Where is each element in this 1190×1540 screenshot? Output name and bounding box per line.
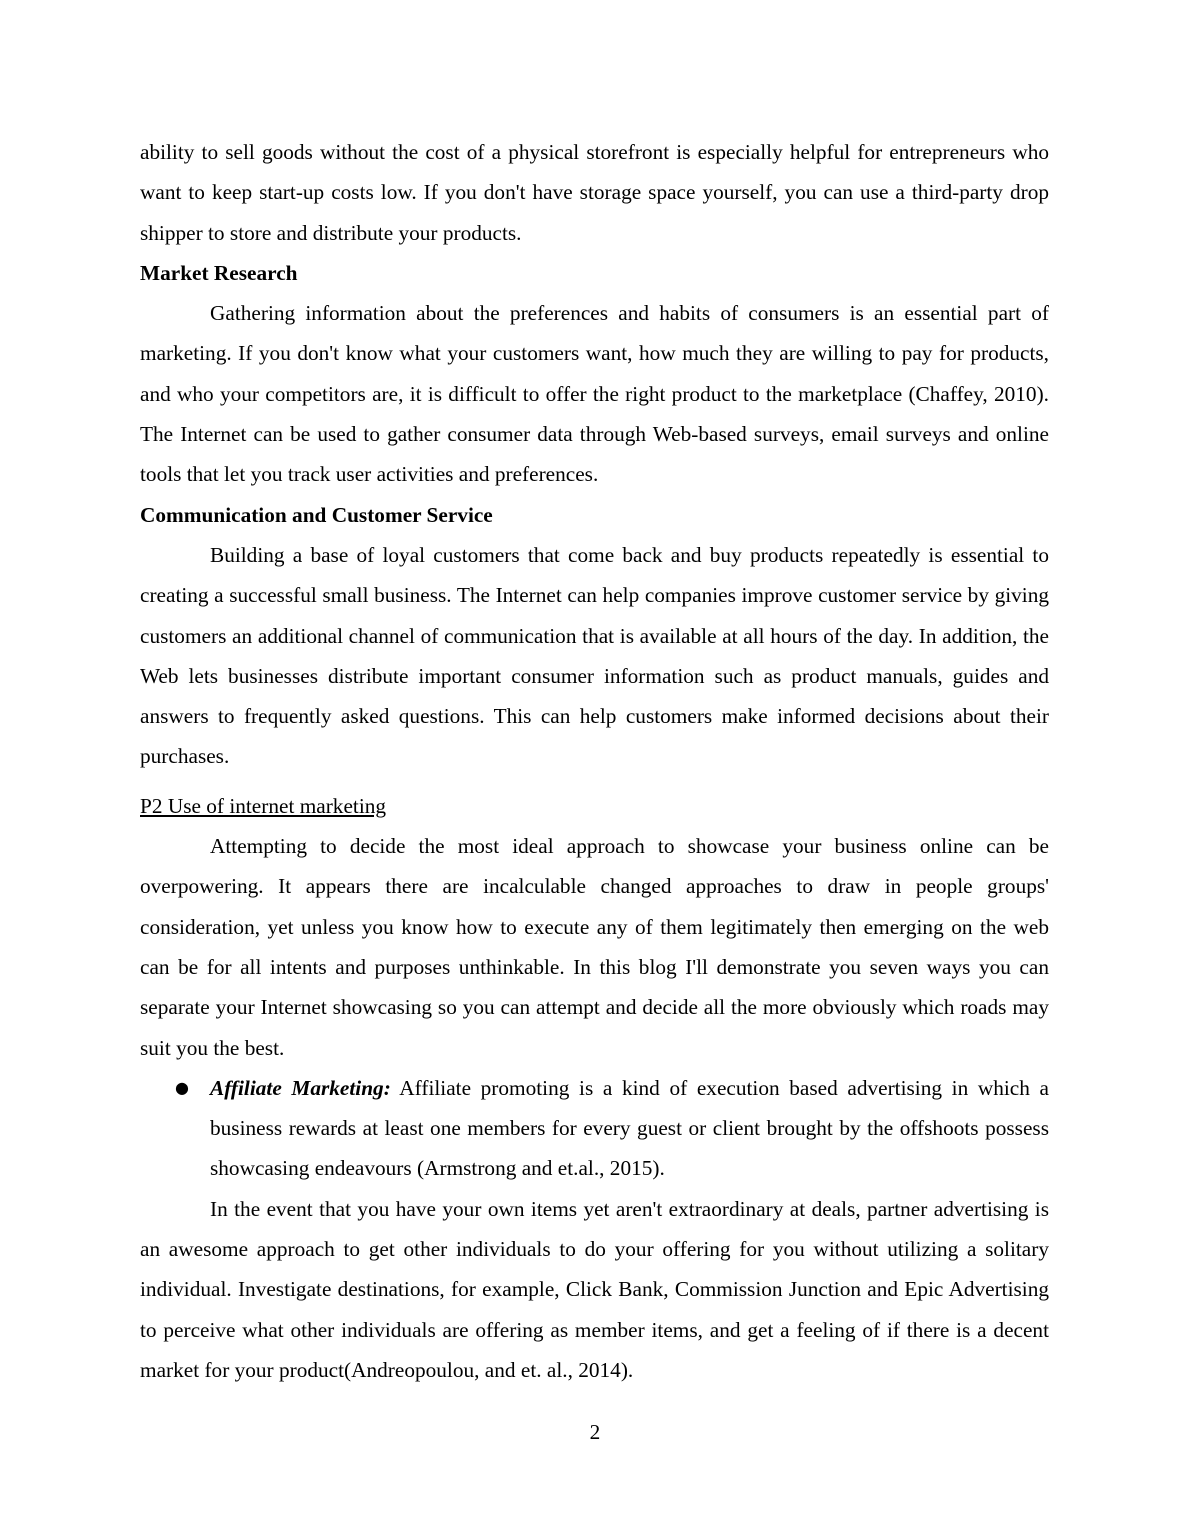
market-research-heading: Market Research bbox=[140, 260, 298, 285]
bullet-term: Affiliate Marketing: bbox=[210, 1075, 391, 1100]
p2-paragraph: Attempting to decide the most ideal approach to showcase your business online can be overpowering. It appears there are incalculable changed approaches to draw in people groups' consideration, yet unless you know how to execute any of them legitimately then emerging on the web can be for all intents and purposes unthinkable. In this blog I'll demonstrate you seven ways you can separate your Internet showcasing so you can attempt and decide all the more obviously which roads may suit you the best. bbox=[140, 834, 1049, 1060]
p2-heading: P2 Use of internet marketing bbox=[140, 793, 387, 818]
p2-closing-paragraph: In the event that you have your own items yet aren't extraordinary at deals, partner advertising is an awesome approach to get other individuals to do your offering for you without utilizing a solitary individual. Investigate destinations, for example, Click Bank, Commission Junction and Epic Advertising to perceive what other individuals are offering as member items, and get a feeling of if there is a decent market for your product(Andreopoulou, and et. al., 2014). bbox=[140, 1196, 1049, 1382]
intro-paragraph: ability to sell goods without the cost of a physical storefront is especially helpful for entrepreneurs who want to keep start-up costs low. If you don't have storage space yourself, you can use a third-party drop shipper to store and distribute your products. bbox=[140, 140, 1049, 245]
list-item bbox=[140, 1068, 1049, 1189]
communication-paragraph: Building a base of loyal customers that come back and buy products repeatedly is essential to creating a successful small business. The Internet can help companies improve customer service by giving customers an additional channel of communication that is available at all hours of the day. In addition, the Web lets businesses distribute important consumer information such as product manuals, guides and answers to frequently asked questions. This can help customers make informed decisions about their purchases. bbox=[140, 542, 1049, 769]
market-research-paragraph: Gathering information about the preferences and habits of consumers is an essential part of marketing. If you don't know what your customers want, how much they are willing to pay for products, and who your competitors are, it is difficult to offer the right product to the marketplace (Chaffey, 2010). The Internet can be used to gather consumer data through Web-based surveys, email surveys and online tools that let you track user activities and preferences. bbox=[140, 301, 1049, 487]
bullet-icon: ● bbox=[175, 1077, 189, 1097]
document-page bbox=[140, 132, 1049, 1390]
bullet-text: Affiliate promoting is a kind of execution based advertising in which a business rewards at least one members for every guest or client brought by the offshoots possess showcasing endeavours (Armstrong and et.al., 2015). bbox=[210, 1075, 1049, 1181]
communication-heading: Communication and Customer Service bbox=[140, 502, 493, 527]
bullet-list bbox=[140, 1068, 1049, 1189]
page-number: 2 bbox=[589, 1420, 601, 1444]
